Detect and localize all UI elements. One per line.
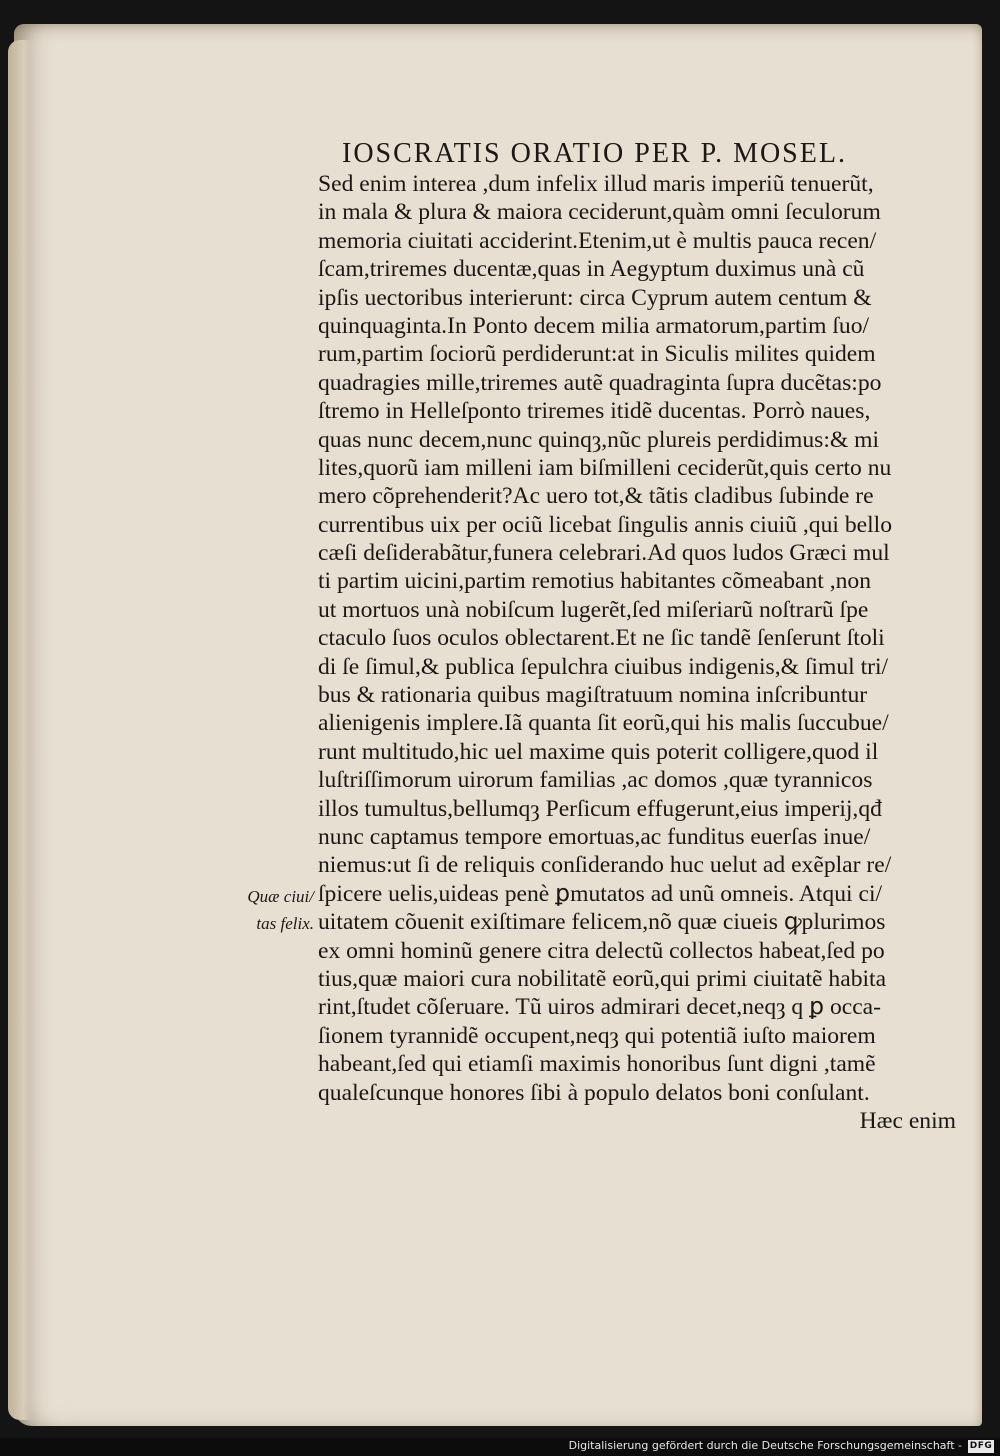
text-line: uitatem cõuenit exiſtimare felicem,nõ quæ ciueis ꝙplurimos <box>318 909 886 936</box>
text-line: lites,quorũ iam milleni iam biſmilleni ceciderũt,quis certo nu <box>318 454 892 481</box>
text-line: in mala & plura & maiora ceciderunt,quàm omni ſeculorum <box>318 199 881 226</box>
text-line: di ſe ſimul,& publica ſepulchra ciuibus indigenis,& ſimul tri/ <box>318 653 889 680</box>
text-line: rum,partim ſociorũ perdiderunt:at in Siculis milites quidem <box>318 341 876 368</box>
text-line: habeant,ſed qui etiamſi maximis honoribus ſunt digni ,tamẽ <box>318 1051 876 1078</box>
text-line: ti partim uicini,partim remotius habitantes cõmeabant ,non <box>318 568 872 595</box>
text-line: memoria ciuitati acciderint.Etenim,ut è multis pauca recen/ <box>318 227 877 254</box>
dfg-logo-icon: DFG <box>969 1441 993 1451</box>
text-line: runt multitudo,hic uel maxime quis poterit colligere,quod il <box>318 738 879 765</box>
text-line: luſtriſſimorum uirorum familias ,ac domos ,quæ tyrannicos <box>318 767 873 794</box>
text-line: ctaculo ſuos oculos oblectarent.Et ne ſic tandẽ ſenſerunt ſtoli <box>318 625 885 652</box>
text-line: quadragies mille,triremes autẽ quadraginta ſupra ducẽtas:po <box>318 369 882 396</box>
text-line: illos tumultus,bellumqȝ Perſicum effugerunt,eius imperij,qđ <box>318 795 882 822</box>
text-line: qualeſcunque honores ſibi à populo delatos boni conſulant. <box>318 1079 870 1106</box>
text-line: ut mortuos unà nobiſcum lugerẽt,ſed miſeriarũ noſtrarũ ſpe <box>318 596 869 623</box>
marginal-note <box>222 883 314 937</box>
main-text-block <box>318 170 968 1135</box>
text-line: mero cõprehenderit?Ac uero tot,& tãtis cladibus ſubinde re <box>318 483 874 510</box>
text-line: ſcam,triremes ducentæ,quas in Aegyptum duximus unà cũ <box>318 256 865 283</box>
marginal-note-line: Quæ ciui/ <box>247 887 314 906</box>
text-line: Sed enim interea ,dum infelix illud maris imperiũ tenuerũt, <box>318 171 874 197</box>
digitization-credit: Digitalisierung gefördert durch die Deutsche Forschungsgemeinschaft - <box>568 1439 962 1452</box>
marginal-note-line: tas felix. <box>256 914 314 933</box>
page-gutter-shadow <box>8 40 34 1420</box>
text-line: ſionem tyrannidẽ occupent,neqȝ qui potentiã iuſto maiorem <box>318 1022 876 1049</box>
text-line: alienigenis implere.Iã quanta ſit eorũ,qui his malis ſuccubue/ <box>318 710 889 737</box>
text-line: cæſi deſiderabãtur,funera celebrari.Ad quos ludos Græci mul <box>318 540 890 567</box>
text-line: quas nunc decem,nunc quinqȝ,nũc plureis perdidimus:& mi <box>318 426 880 453</box>
catchword: Hæc enim <box>859 1107 956 1134</box>
text-line: quinquaginta.In Ponto decem milia armatorum,partim ſuo/ <box>318 312 870 339</box>
text-line: rint,ſtudet cõſeruare. Tũ uiros admirari decet,neqȝ q ꝑ occa- <box>318 994 882 1021</box>
text-line: niemus:ut ſi de reliquis conſiderando huc uelut ad exẽplar re/ <box>318 852 892 879</box>
text-line: bus & rationaria quibus magiſtratuum nomina inſcribuntur <box>318 682 868 709</box>
text-line: ſtremo in Helleſponto triremes itidẽ ducentas. Porrò naues, <box>318 398 871 425</box>
text-line: ipſis uectoribus interierunt: circa Cyprum autem centum & <box>318 284 872 311</box>
text-line: ſpicere uelis,uideas penè ꝑmutatos ad unũ omneis. Atqui ci/ <box>318 880 883 907</box>
text-line: ex omni hominũ genere citra delectũ collectos habeat,ſed po <box>318 937 885 964</box>
text-line: nunc captamus tempore emortuas,ac funditus euerſas inue/ <box>318 823 871 850</box>
text-line: currentibus uix per ociũ licebat ſingulis annis ciuiũ ,qui bello <box>318 511 892 538</box>
text-line: tius,quæ maiori cura nobilitatẽ eorũ,qui primi ciuitatẽ habita <box>318 965 887 992</box>
running-head: IOSCRATIS ORATIO PER P. MOSEL. <box>342 138 847 169</box>
